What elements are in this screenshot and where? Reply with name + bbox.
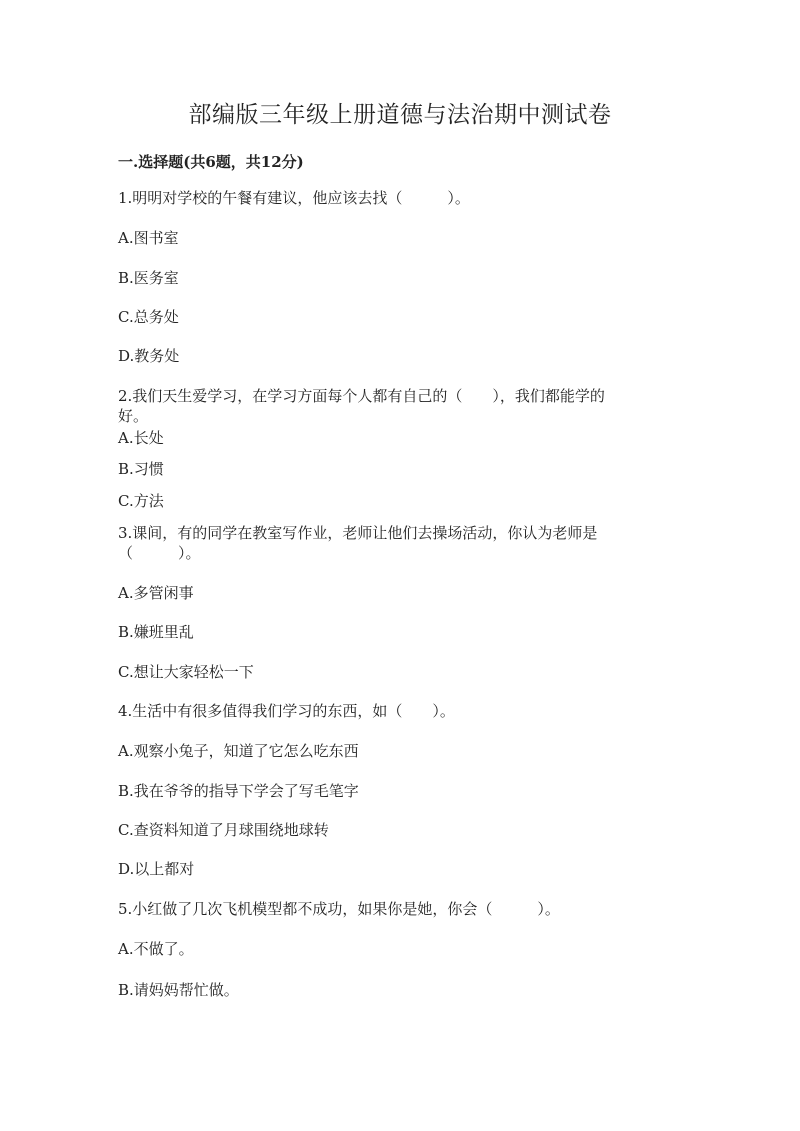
question-4-option-a: A.观察小兔子，知道了它怎么吃东西 [118,742,359,760]
question-1-option-d: D.教务处 [118,347,180,365]
question-2-option-a: A.长处 [118,429,164,447]
question-2-stem-line1: 2.我们天生爱学习，在学习方面每个人都有自己的（ ），我们都能学的 [118,387,605,405]
question-1-option-a: A.图书室 [118,229,179,247]
document-title: 部编版三年级上册道德与法治期中测试卷 [188,102,612,128]
question-2-stem-line2: 好。 [118,407,149,425]
question-5-option-b: B.请妈妈帮忙做。 [118,981,239,999]
section-heading: 一.选择题(共6题，共12分) [118,153,304,171]
question-4-option-c: C.查资料知道了月球围绕地球转 [118,821,329,839]
question-3-option-a: A.多管闲事 [118,584,194,602]
question-1-option-b: B.医务室 [118,269,179,287]
question-5-stem: 5.小红做了几次飞机模型都不成功，如果你是她，你会（ ）。 [118,900,560,918]
question-3-stem-line2: （ ）。 [118,544,201,562]
question-3-option-c: C.想让大家轻松一下 [118,663,254,681]
question-4-stem: 4.生活中有很多值得我们学习的东西，如（ ）。 [118,702,455,720]
question-1-option-c: C.总务处 [118,308,179,326]
question-2-option-b: B.习惯 [118,460,164,478]
question-4-option-b: B.我在爷爷的指导下学会了写毛笔字 [118,782,359,800]
question-5-option-a: A.不做了。 [118,940,194,958]
question-3-stem-line1: 3.课间，有的同学在教室写作业，老师让他们去操场活动，你认为老师是 [118,524,598,542]
question-3-option-b: B.嫌班里乱 [118,623,194,641]
question-4-option-d: D.以上都对 [118,860,195,878]
question-2-option-c: C.方法 [118,492,164,510]
question-1-stem: 1.明明对学校的午餐有建议，他应该去找（ ）。 [118,189,470,207]
